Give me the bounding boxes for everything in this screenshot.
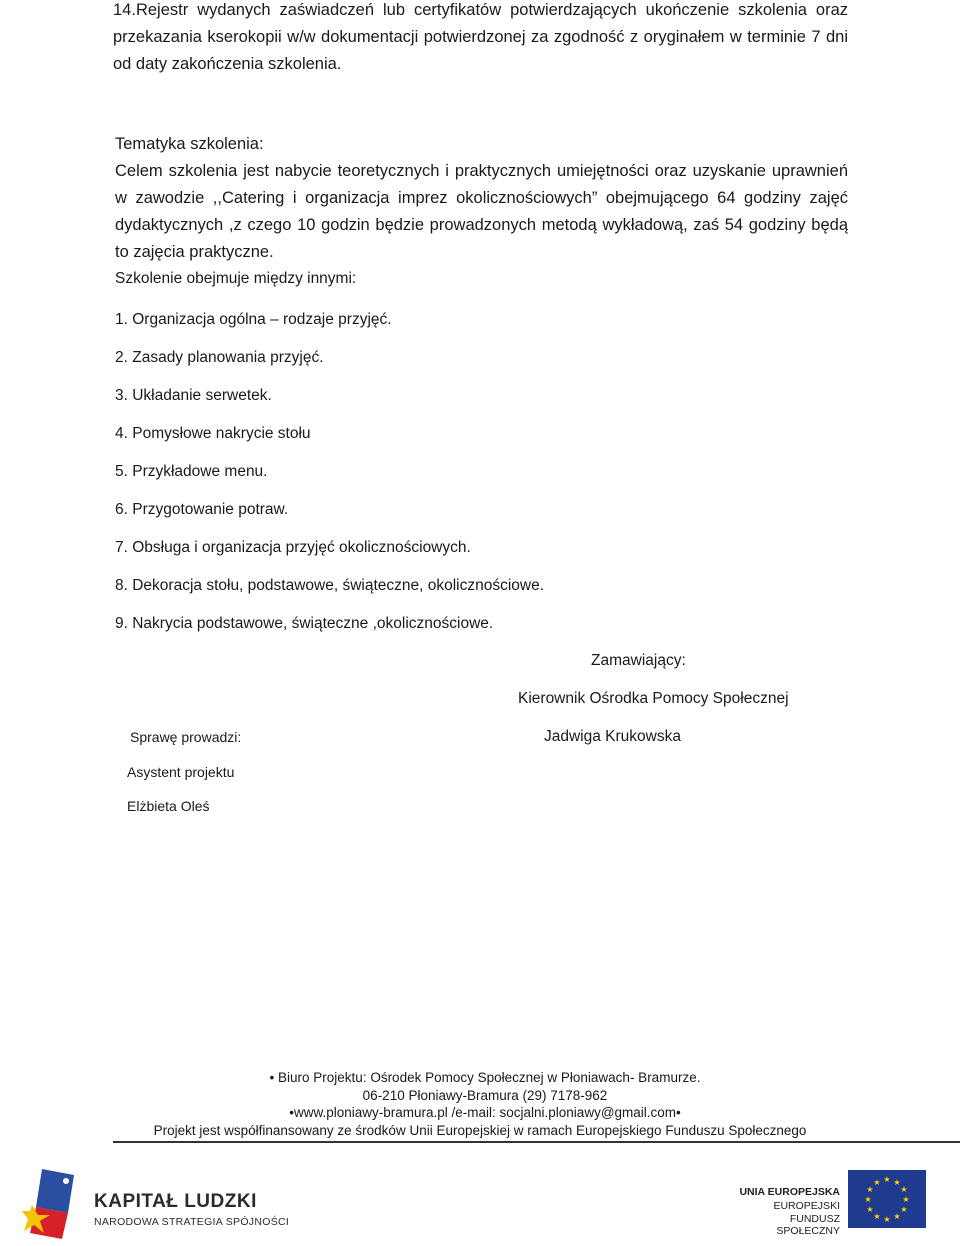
footer-web: •www.ploniawy-bramura.pl /e-mail: socjalni.ploniawy@gmail.com• — [289, 1105, 681, 1120]
tematyka-heading: Tematyka szkolenia: — [115, 135, 264, 153]
intro-number: 14. — [113, 1, 136, 19]
footer-phone: 06-210 Płoniawy-Bramura (29) 7178-962 — [362, 1088, 608, 1103]
svg-text:★: ★ — [866, 1185, 874, 1194]
list-item: 3. Układanie serwetek. — [115, 387, 272, 404]
footer-divider — [113, 1141, 960, 1143]
svg-text:★: ★ — [893, 1212, 901, 1221]
footer-funding: Projekt jest współfinansowany ze środków Unii Europejskiej w ramach Europejskiego Funduszu Społecznego — [153, 1123, 807, 1138]
list-item: 1. Organizacja ogólna – rodzaje przyjęć. — [115, 311, 392, 328]
zamawiajacy-title: Kierownik Ośrodka Pomocy Społecznej — [518, 690, 789, 707]
list-item: 8. Dekoracja stołu, podstawowe, świąteczne, okolicznościowe. — [115, 577, 545, 594]
ue-line2: EUROPEJSKI — [773, 1200, 840, 1212]
svg-text:★: ★ — [873, 1212, 881, 1221]
list-item: 4. Pomysłowe nakrycie stołu — [115, 425, 311, 442]
footer-address: • Biuro Projektu: Ośrodek Pomocy Społecznej w Płoniawach- Bramurze. — [269, 1070, 701, 1085]
eu-flag-icon — [848, 1170, 926, 1228]
svg-text:★: ★ — [893, 1178, 901, 1187]
zamawiajacy-label: Zamawiający: — [591, 652, 686, 669]
tematyka-includes: Szkolenie obejmuje między innymi: — [115, 270, 357, 287]
svg-text:★: ★ — [866, 1205, 874, 1214]
list-item: 7. Obsługa i organizacja przyjęć okolicznościowych. — [115, 539, 471, 556]
list-item: 5. Przykładowe menu. — [115, 463, 268, 480]
svg-text:★: ★ — [883, 1175, 891, 1184]
kapital-ludzki-emblem-icon — [22, 1165, 82, 1241]
svg-text:★: ★ — [883, 1215, 891, 1224]
svg-text:★: ★ — [902, 1195, 910, 1204]
list-item: 2. Zasady planowania przyjęć. — [115, 349, 324, 366]
list-item: 6. Przygotowanie potraw. — [115, 501, 289, 518]
tematyka-paragraph: Celem szkolenia jest nabycie teoretycznych i praktycznych umiejętności oraz uzyskanie uprawnień w zawodzie ,,Catering i organizacja imprez okolicznościowych” obejmującego 64 godziny zajęć dydaktycznych ,z czego 10 godzin będzie prowadzonych metodą wykładową, zaś 54 godziny będą to zajęcia praktyczne. — [115, 162, 848, 261]
ue-line3: FUNDUSZ SPOŁECZNY — [776, 1213, 840, 1237]
svg-text:★: ★ — [900, 1205, 908, 1214]
svg-text:★: ★ — [873, 1178, 881, 1187]
intro-text: Rejestr wydanych zaświadczeń lub certyfikatów potwierdzających ukończenie szkolenia oraz przekazania kserokopii w/w dokumentacji potwierdzonej za zgodność z oryginałem w terminie 7 dni od daty zakończenia szkolenia. — [113, 1, 848, 73]
kapital-ludzki-subtitle: NARODOWA STRATEGIA SPÓJNOŚCI — [94, 1216, 290, 1228]
svg-text:★: ★ — [864, 1195, 872, 1204]
intro-paragraph — [113, 0, 848, 78]
prowadzi-label: Sprawę prowadzi: — [130, 729, 242, 745]
kapital-ludzki-title: KAPITAŁ LUDZKI — [94, 1191, 257, 1212]
list-item: 9. Nakrycia podstawowe, świąteczne ,okolicznościowe. — [115, 615, 494, 632]
ue-line1: UNIA EUROPEJSKA — [739, 1186, 840, 1198]
svg-text:★: ★ — [900, 1185, 908, 1194]
zamawiajacy-name: Jadwiga Krukowska — [544, 728, 681, 745]
prowadzi-title: Asystent projektu — [127, 764, 235, 780]
prowadzi-name: Elżbieta Oleś — [127, 798, 210, 814]
